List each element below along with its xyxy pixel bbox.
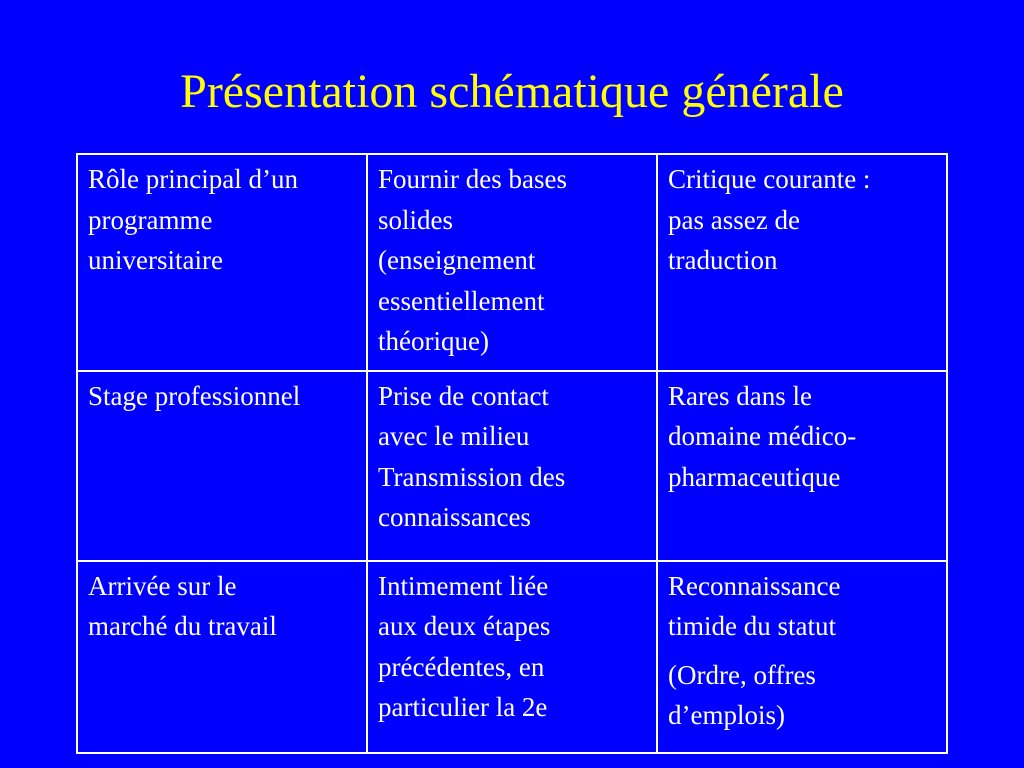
cell-line: traduction	[668, 245, 778, 275]
cell-line: Critique courante :	[668, 164, 871, 194]
table-row-internship	[77, 371, 947, 561]
cell-role	[77, 154, 367, 371]
cell-line: Intimement liée	[378, 570, 549, 601]
summary-table	[76, 153, 948, 754]
cell-line: solides	[378, 204, 454, 235]
cell-line: avec le milieu	[378, 421, 530, 451]
cell-line: universitaire	[88, 245, 223, 275]
remark-paragraph-1	[668, 566, 936, 647]
cell-line: programme	[88, 204, 213, 235]
cell-line: Rôle principal d’un	[88, 164, 298, 194]
cell-description	[367, 154, 657, 371]
cell-line: Reconnaissance	[668, 570, 841, 601]
cell-remark	[657, 561, 947, 753]
cell-line: pas assez de	[668, 204, 800, 235]
cell-line: essentiellement	[378, 285, 545, 316]
cell-line: Prise de contact	[378, 380, 549, 411]
cell-line: (Ordre, offres	[668, 659, 816, 690]
cell-role	[77, 561, 367, 753]
cell-remark	[657, 154, 947, 371]
cell-line: Transmission des	[378, 461, 566, 492]
cell-line: Arrivée sur le	[88, 570, 237, 601]
cell-remark	[657, 371, 947, 561]
cell-line: connaissances	[378, 502, 531, 532]
cell-role	[77, 371, 367, 561]
cell-description	[367, 561, 657, 753]
slide-title: Présentation schématique générale	[180, 65, 844, 118]
cell-line: pharmaceutique	[668, 461, 841, 492]
cell-line: marché du travail	[88, 611, 277, 641]
cell-line: particulier la 2e	[378, 692, 548, 722]
cell-line: Fournir des bases	[378, 164, 567, 194]
cell-line: domaine médico-	[668, 421, 857, 451]
table-row-job-market	[77, 561, 947, 753]
cell-line: théorique)	[378, 326, 489, 356]
cell-line: timide du statut	[668, 611, 836, 641]
cell-line: Stage professionnel	[88, 380, 301, 411]
cell-line: (enseignement	[378, 245, 536, 275]
cell-line: aux deux étapes	[378, 611, 551, 641]
cell-line: d’emplois)	[668, 700, 785, 730]
cell-line: Rares dans le	[668, 380, 812, 411]
cell-line: précédentes, en	[378, 651, 545, 682]
cell-description	[367, 371, 657, 561]
remark-paragraph-2	[668, 655, 936, 736]
table-row-university	[77, 154, 947, 371]
